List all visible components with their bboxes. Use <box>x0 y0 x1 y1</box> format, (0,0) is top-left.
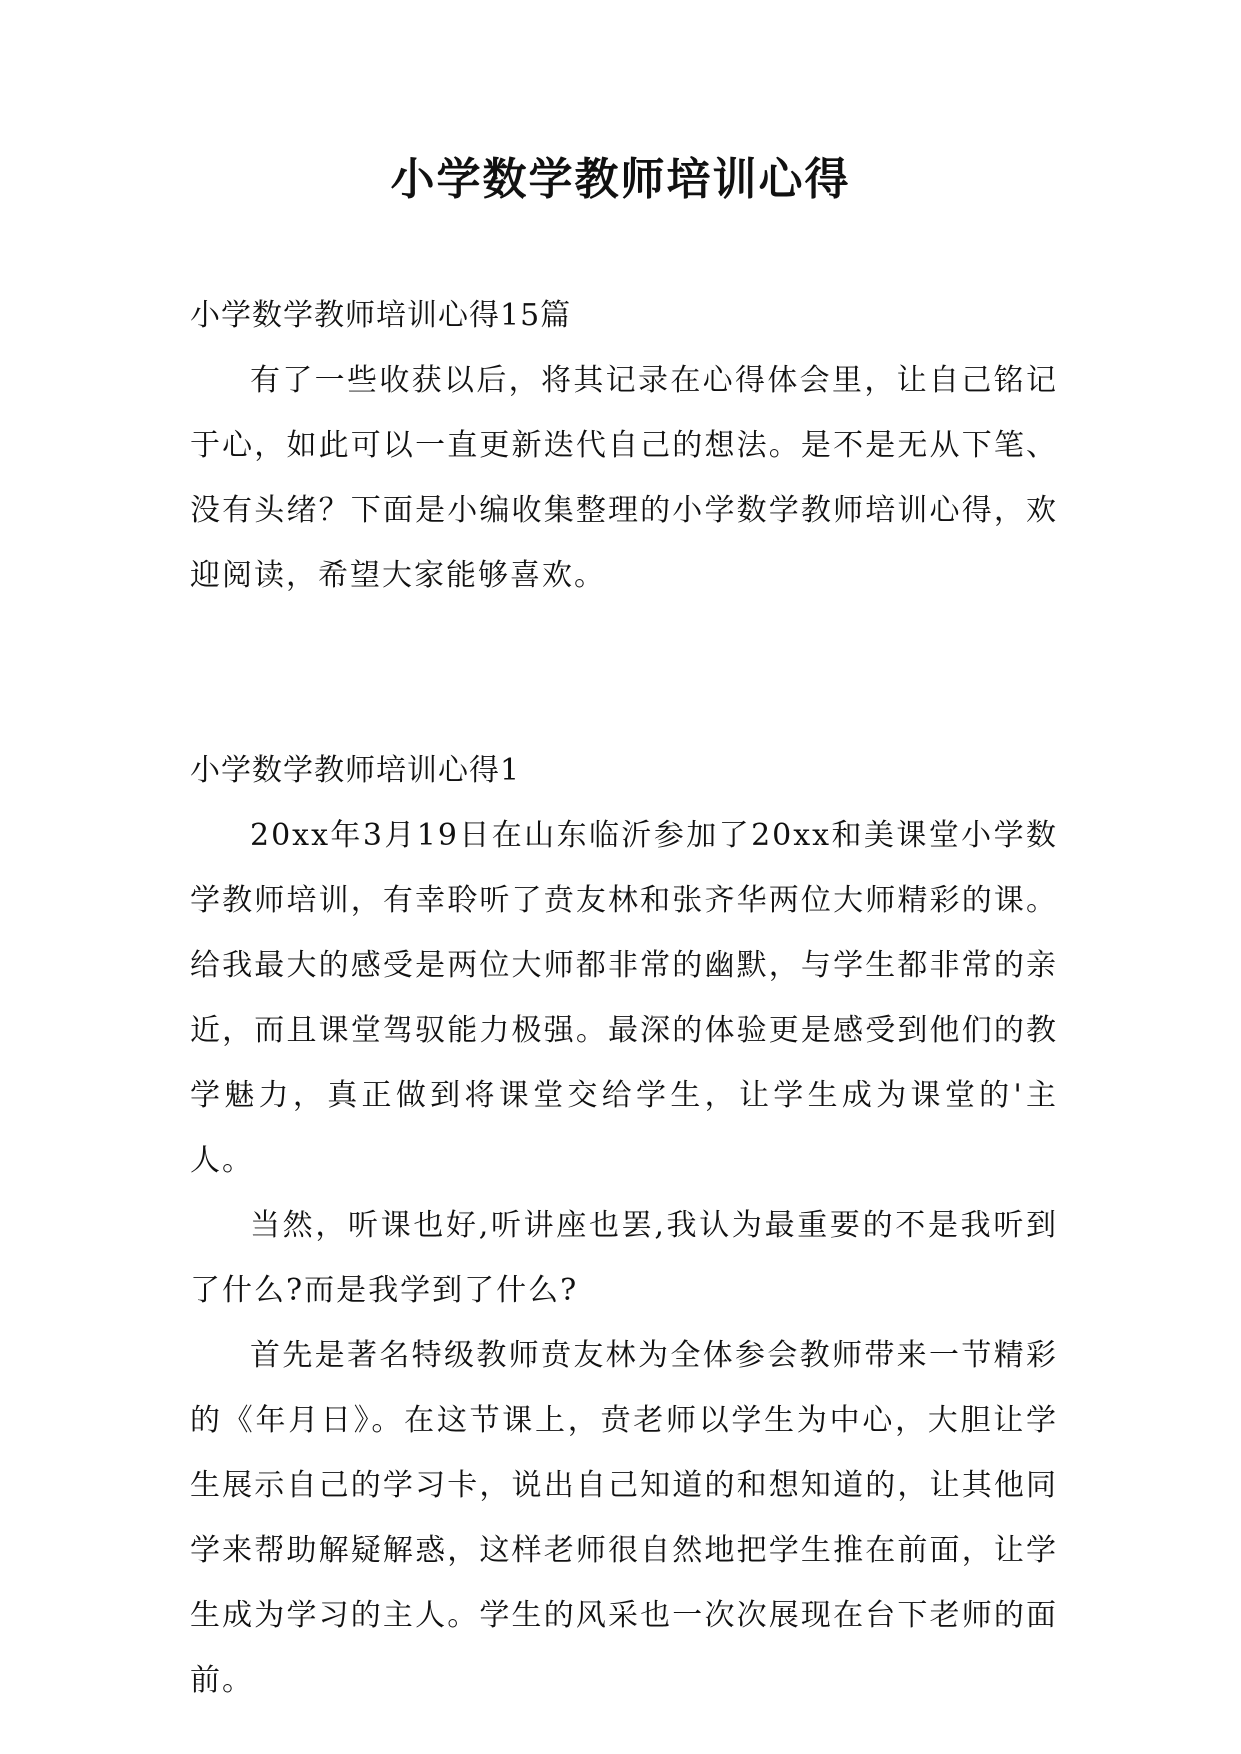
section-spacer <box>190 608 1058 738</box>
section-heading: 小学数学教师培训心得1 <box>190 753 521 788</box>
intro-paragraph: 有了一些收获以后，将其记录在心得体会里，让自己铭记于心，如此可以一直更新迭代自己的想法。是不是无从下笔、没有头绪？下面是小编收集整理的小学数学教师培训心得，欢迎阅读，希望大家能够喜欢。 <box>190 363 1058 593</box>
body-paragraph-2: 当然，听课也好,听讲座也罢,我认为最重要的不是我听到了什么?而是我学到了什么? <box>190 1208 1058 1308</box>
document-body <box>190 283 1058 1713</box>
collection-heading: 小学数学教师培训心得15篇 <box>190 298 572 333</box>
document-title: 小学数学教师培训心得 <box>390 154 851 205</box>
body-paragraph-1: 20xx年3月19日在山东临沂参加了20xx和美课堂小学数学教师培训，有幸聆听了贲友林和张齐华两位大师精彩的课。给我最大的感受是两位大师都非常的幽默，与学生都非常的亲近，而且课堂驾驭能力极强。最深的体验更是感受到他们的教学魅力，真正做到将课堂交给学生，让学生成为课堂的'主人。 <box>190 818 1058 1178</box>
body-paragraph-3: 首先是著名特级教师贲友林为全体参会教师带来一节精彩的《年月日》。在这节课上，贲老师以学生为中心，大胆让学生展示自己的学习卡，说出自己知道的和想知道的，让其他同学来帮助解疑解惑，这样老师很自然地把学生推在前面，让学生成为学习的主人。学生的风采也一次次展现在台下老师的面前。 <box>190 1338 1058 1698</box>
